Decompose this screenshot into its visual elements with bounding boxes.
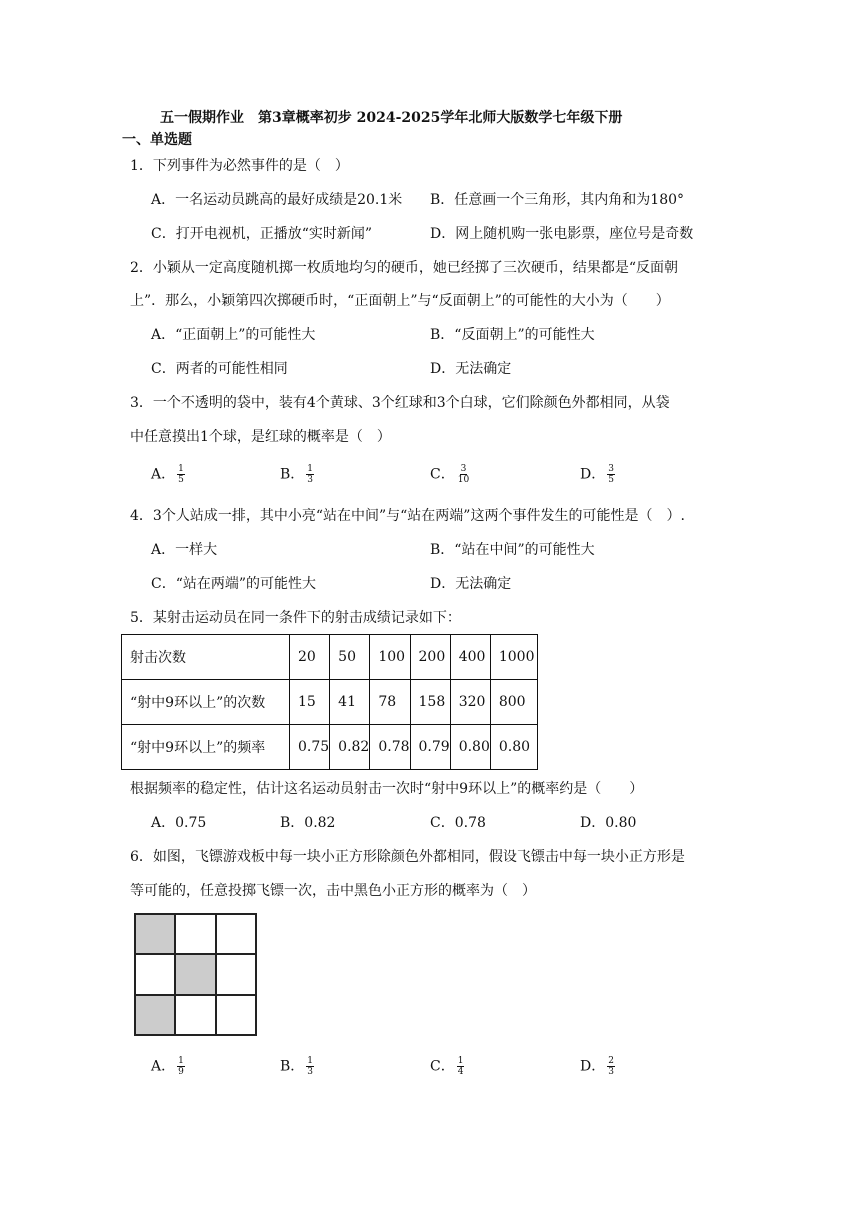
section-heading: 一、单选题 [122,132,192,148]
q2-stem-line2: 上”．那么，小颖第四次掷硬币时，“正面朝上”与“反面朝上”的可能性的大小为（ ） [130,293,670,309]
table-cell: 400 [450,635,490,680]
table-cell: 0.75 [290,725,330,770]
q1-option-c: C．打开电视机，正播放“实时新闻” [151,226,373,242]
table-cell: 78 [370,680,410,725]
q2-option-b: B．“反面朝上”的可能性大 [430,327,595,343]
table-cell: 射击次数 [122,635,290,680]
q3-option-b: B． $\frac{1}{3}$ [280,464,314,485]
table-cell: 0.79 [410,725,450,770]
table-row [122,680,538,725]
q6-option-b: B． $\frac{1}{3}$ [280,1056,314,1077]
q4-option-d: D．无法确定 [430,576,512,592]
q2-option-a: A．“正面朝上”的可能性大 [151,327,316,343]
table-cell: 200 [410,635,450,680]
table-cell: “射中9环以上”的频率 [122,725,290,770]
table-cell: 1000 [490,635,537,680]
q6-option-d: D． $\frac{2}{3}$ [580,1056,614,1077]
q1-stem: 1．下列事件为必然事件的是（ ） [130,158,349,174]
q1-option-b: B．任意画一个三角形，其内角和为180° [430,192,685,208]
q5-option-c: C．0.78 [430,815,486,831]
table-cell: 0.80 [450,725,490,770]
table-cell: 41 [330,680,370,725]
grid-cell [216,995,256,1035]
q5-option-a: A．0.75 [151,815,207,831]
q1-option-d: D．网上随机购一张电影票，座位号是奇数 [430,226,694,242]
q3-option-d: D． $\frac{3}{5}$ [580,464,614,485]
grid-cell [175,914,215,954]
shooting-record-table [121,634,538,770]
q3-option-a: A． $\frac{1}{5}$ [151,464,184,485]
q1-option-a: A．一名运动员跳高的最好成绩是20.1米 [151,192,403,208]
table-cell: 50 [330,635,370,680]
q6-option-c: C． $\frac{1}{4}$ [430,1056,464,1077]
q5-option-b: B．0.82 [280,815,336,831]
table-cell: 158 [410,680,450,725]
q2-stem-line1: 2．小颖从一定高度随机掷一枚质地均匀的硬币，她已经掷了三次硬币，结果都是“反面朝 [130,260,679,276]
table-cell: 800 [490,680,537,725]
grid-cell-shaded [135,995,175,1035]
q6-stem-line1: 6．如图，飞镖游戏板中每一块小正方形除颜色外都相同，假设飞镖击中每一块小正方形是 [130,849,685,865]
q3-stem-line2: 中任意摸出1个球，是红球的概率是（ ） [130,429,391,445]
grid-cell [216,954,256,994]
grid-cell [135,954,175,994]
table-cell: 0.80 [490,725,537,770]
q2-option-d: D．无法确定 [430,361,512,377]
q2-option-c: C．两者的可能性相同 [151,361,288,377]
q3-option-c: C． $\frac{3}{10}$ [430,464,470,485]
table-cell: “射中9环以上”的次数 [122,680,290,725]
table-row [122,725,538,770]
grid-cell-shaded [135,914,175,954]
q6-stem-line2: 等可能的，任意投掷飞镖一次，击中黑色小正方形的概率为（ ） [130,883,536,899]
q4-option-c: C．“站在两端”的可能性大 [151,576,317,592]
table-cell: 20 [290,635,330,680]
document-title: 五一假期作业 第3章概率初步 2024-2025学年北师大版数学七年级下册 [160,110,623,126]
table-cell: 0.82 [330,725,370,770]
table-cell: 320 [450,680,490,725]
q6-option-a: A． $\frac{1}{9}$ [151,1056,184,1077]
table-cell: 15 [290,680,330,725]
q4-stem: 4．3个人站成一排，其中小亮“站在中间”与“站在两端”这两个事件发生的可能性是（ ）. [130,508,685,524]
q4-option-b: B．“站在中间”的可能性大 [430,542,595,558]
q5-follow-up: 根据频率的稳定性，估计这名运动员射击一次时“射中9环以上”的概率约是（ ） [130,781,644,797]
dartboard-grid [134,913,257,1036]
q4-option-a: A．一样大 [151,542,218,558]
table-cell: 100 [370,635,410,680]
q5-stem: 5．某射击运动员在同一条件下的射击成绩记录如下： [130,610,461,626]
table-cell: 0.78 [370,725,410,770]
q3-stem-line1: 3．一个不透明的袋中，装有4个黄球、3个红球和3个白球，它们除颜色外都相同，从袋 [130,395,670,411]
grid-cell [175,995,215,1035]
q5-option-d: D．0.80 [580,815,637,831]
grid-cell [216,914,256,954]
grid-cell-shaded [175,954,215,994]
table-row [122,635,538,680]
